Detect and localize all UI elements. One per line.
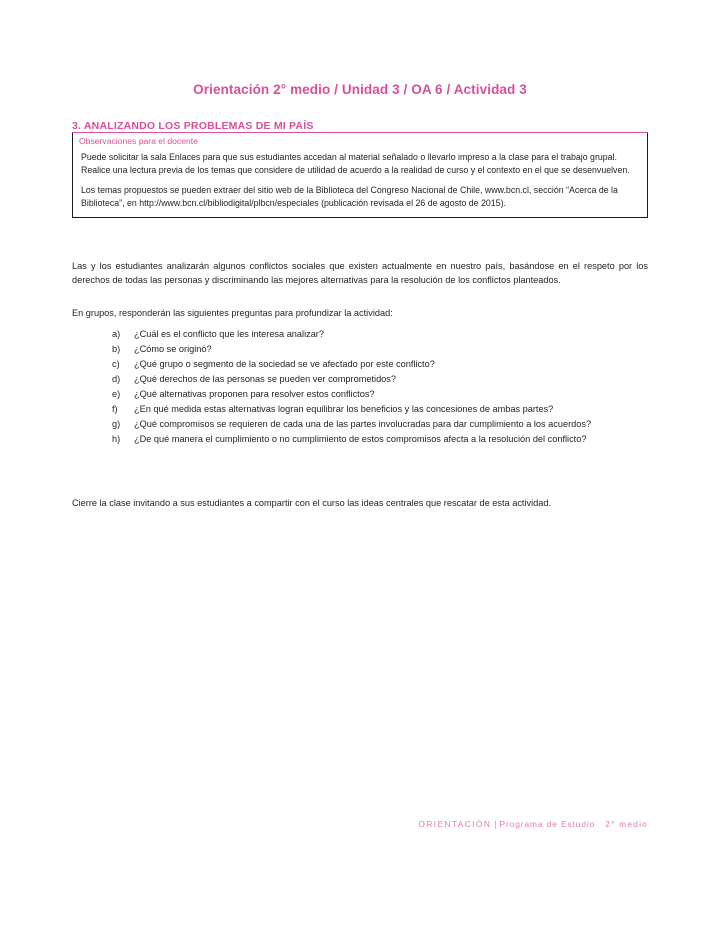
question-list <box>112 328 634 448</box>
observations-body <box>73 149 647 218</box>
list-item-label: e) <box>112 388 121 399</box>
list-item-text: ¿Qué derechos de las personas se pueden ver comprometidos? <box>134 373 396 384</box>
groups-instruction-paragraph: En grupos, responderán las siguientes preguntas para profundizar la actividad: <box>72 308 393 318</box>
observations-paragraph: Puede solicitar la sala Enlaces para que sus estudiantes accedan al material señalado o llevarlo impreso a la clase para el trabajo grupal. Realice una lectura previa de los temas que considere de utilidad de acuerdo a la realidad de curso y el contexto en el que se desenvuelven. <box>81 151 630 175</box>
list-item-text: ¿Qué compromisos se requieren de cada una de las partes involucradas para dar cumplimiento a los acuerdos? <box>134 418 592 429</box>
list-item <box>112 343 634 357</box>
observations-header: Observaciones para el docente <box>79 136 198 146</box>
list-item-text: ¿De qué manera el cumplimiento o no cumplimiento de estos compromisos afecta a la resolución del conflicto? <box>134 433 587 444</box>
list-item-label: g) <box>112 418 121 429</box>
list-item <box>112 328 634 342</box>
list-item-label: f) <box>112 403 118 414</box>
list-item-text: ¿Qué grupo o segmento de la sociedad se ve afectado por este conflicto? <box>134 358 435 369</box>
list-item <box>112 388 634 402</box>
observations-paragraph: Los temas propuestos se pueden extraer del sitio web de la Biblioteca del Congreso Nacional de Chile, www.bcn.cl, sección “Acerca de la Biblioteca”, en http://www.bcn.cl/bibliodigital/plbcn/especiales (publicación revisada el 26 de agosto de 2015). <box>81 185 618 209</box>
intro-paragraph: Las y los estudiantes analizarán algunos conflictos sociales que existen actualmente en nuestro país, basándose en el respeto por los derechos de todas las personas y discriminando las mejores alternativas para la resolución de los conflictos planteados. <box>72 261 648 286</box>
list-item-text: ¿En qué medida estas alternativas logran equilibrar los beneficios y las concesiones de ambas partes? <box>134 403 554 414</box>
list-item <box>112 373 634 387</box>
list-item <box>112 358 634 372</box>
page-footer <box>0 819 648 829</box>
page-title: Orientación 2° medio / Unidad 3 / OA 6 / Actividad 3 <box>193 82 527 97</box>
list-item-text: ¿Cuál es el conflicto que les interesa analizar? <box>134 329 324 339</box>
footer-program: Programa de Estudio <box>499 819 596 829</box>
footer-grade: 2° medio <box>605 819 648 829</box>
closing-paragraph: Cierre la clase invitando a sus estudiantes a compartir con el curso las ideas centrales que rescatar de esta actividad. <box>72 498 552 508</box>
list-item-text: ¿Qué alternativas proponen para resolver estos conflictos? <box>134 388 375 399</box>
list-item-label: a) <box>112 329 121 339</box>
footer-separator: | <box>494 819 497 829</box>
section-heading: 3. ANALIZANDO LOS PROBLEMAS DE MI PAÍS <box>72 120 314 132</box>
list-item-label: c) <box>112 358 120 369</box>
list-item <box>112 403 634 417</box>
list-item <box>112 433 634 447</box>
list-item-label: b) <box>112 343 121 354</box>
list-item-text: ¿Cómo se originó? <box>134 343 212 354</box>
teacher-observations-box <box>72 133 648 218</box>
footer-subject: ORIENTACIÓN <box>418 819 492 829</box>
list-item-label: d) <box>112 373 121 384</box>
list-item-label: h) <box>112 433 121 444</box>
list-item <box>112 418 634 432</box>
